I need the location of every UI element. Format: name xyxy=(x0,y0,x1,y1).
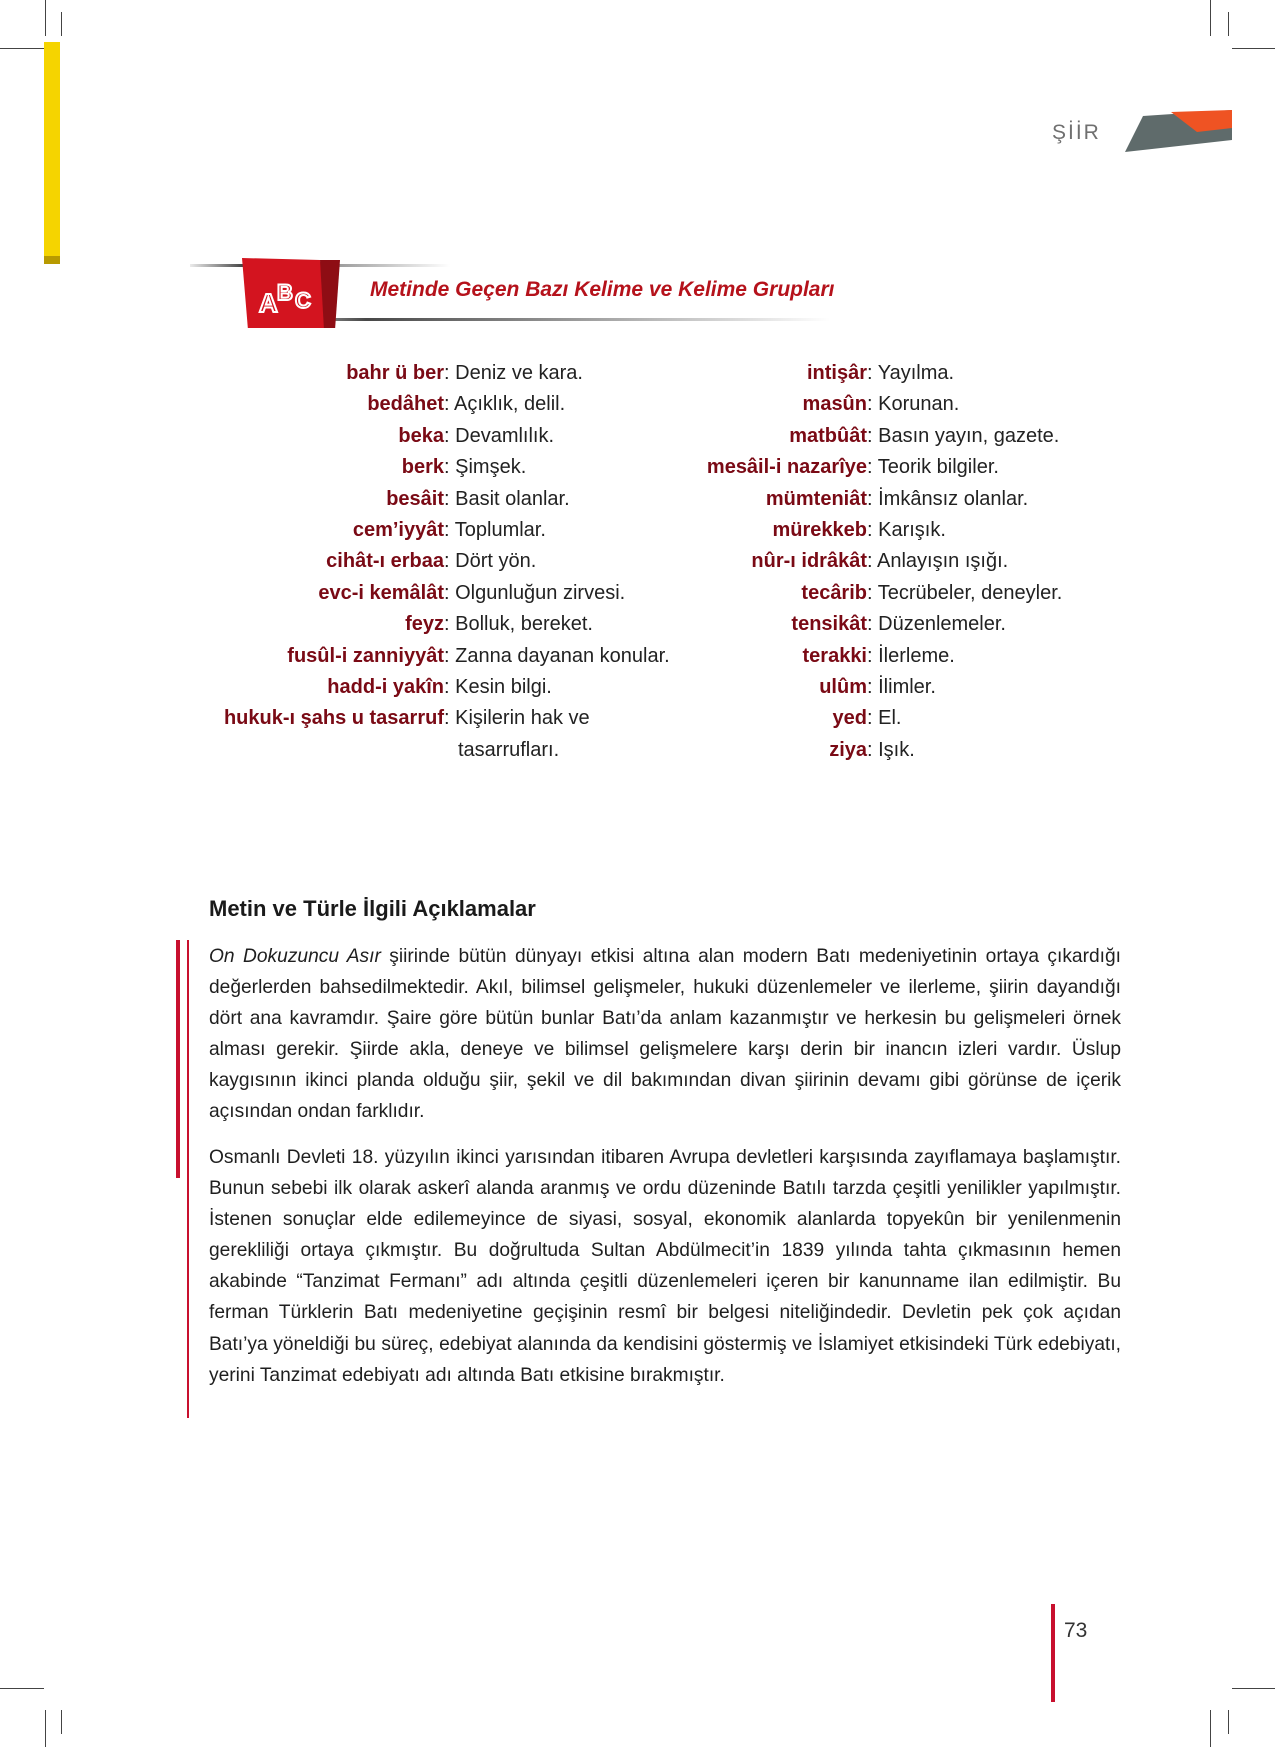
svg-text:B: B xyxy=(277,280,293,305)
vocab-def: : Toplumlar. xyxy=(444,519,546,541)
paragraph-2: Osmanlı Devleti 18. yüzyılın ikinci yarısından itibaren Avrupa devletleri karşısında zayıflamaya başlamıştır. Bunun sebebi ilk olarak askerî alanda aranmış ve ordu düzeninde Batılı tarzda çeşitli yenilikler yapılmıştır. İstenen sonuçlar elde edilemeyince de siyasi, sosyal, ekonomik alanlarda topyekûn bir yenilenmenin gerekliliği ortaya çıkmıştır. Bu doğrultuda Sultan Abdülmecit’in 1839 yılında tahta çıkmasının hemen akabinde “Tanzimat Fermanı” adı altında çeşitli düzenlemeleri içeren bir kanunname ilan edilmiştir. Bu ferman Türklerin Batı medeniyetine geçişinin resmî bir belgesi niteliğindedir. Devletin pek çok açıdan Batı’ya yöneldiği bu süreç, edebiyat alanında da kendisini göstermiş ve İslamiyet etkisindeki Türk edebiyatı, yerini Tanzimat edebiyatı adı altında Batı etkisine bırakmıştır. xyxy=(209,1147,1121,1386)
poem-title: On Dokuzuncu Asır xyxy=(209,946,381,967)
vocab-def: : Bolluk, bereket. xyxy=(444,613,593,636)
svg-text:C: C xyxy=(295,288,311,313)
vocab-term: beka xyxy=(398,424,444,447)
vocab-def: : Anlayışın ışığı. xyxy=(867,550,1009,573)
vocab-term: evc-i kemâlât xyxy=(318,581,444,604)
crop-mark xyxy=(61,1710,62,1734)
svg-text:A: A xyxy=(259,288,278,316)
vocab-def: : Basın yayın, gazete. xyxy=(867,424,1060,447)
crop-mark xyxy=(1210,0,1211,36)
section-label: ŞİİR xyxy=(1052,121,1101,144)
crop-mark xyxy=(45,1710,46,1747)
vocab-def: : Kişilerin hak ve xyxy=(444,707,590,730)
vocab-def: : Korunan. xyxy=(867,393,960,416)
vocab-def: : İlimler. xyxy=(867,676,936,698)
paragraph-1-text: şiirinde bütün dünyayı etkisi altına alan modern Batı medeniyetinin ortaya çıkardığı değerlerden bahsedilmektedir. Akıl, bilimsel gelişmeler, hukuki düzenlemeler ve ilerleme, şiirin dayandığı dört ana kavramdır. Şaire göre bütün bunlar Batı’da anlam kazanmıştır ve herkesin bu gelişmeleri örnek alması gerekir. Şiirde akla, deneye ve bilimsel gelişmelere karşı derin bir inancın izleri vardır. Üslup kaygısının ikinci planda olduğu şiir, şekil ve dil bakımından divan şiirinin devamı gibi görünse de içerik açısından ondan farklıdır. xyxy=(209,946,1121,1123)
vocab-def: : İlerleme. xyxy=(867,644,955,667)
yellow-margin-bar xyxy=(44,42,60,258)
crop-mark xyxy=(1228,1710,1229,1734)
vocab-term: nûr-ı idrâkât xyxy=(751,550,867,573)
vocab-def-continuation: tasarrufları. xyxy=(458,738,560,761)
vocab-def: : Devamlılık. xyxy=(444,424,555,447)
vocab-term: fusûl-i zanniyyât xyxy=(287,644,444,667)
vocab-term: matbûât xyxy=(789,424,867,447)
vocab-def: : Kesin bilgi. xyxy=(444,676,552,698)
vocab-def: : Tecrübeler, deneyler. xyxy=(867,581,1063,604)
page-number: 73 xyxy=(1064,1619,1088,1642)
vocab-def: : Dört yön. xyxy=(444,550,537,573)
vocab-term: bahr ü ber xyxy=(346,362,444,384)
vocab-def: : Yayılma. xyxy=(867,362,955,384)
vocab-def: : Düzenlemeler. xyxy=(867,613,1006,636)
vocab-term: hukuk-ı şahs u tasarruf xyxy=(223,707,444,730)
vocab-term: hadd-i yakîn xyxy=(327,676,444,698)
vocab-term: terakki xyxy=(802,644,867,667)
crop-mark xyxy=(1232,48,1275,49)
vocab-term: ulûm xyxy=(819,676,867,698)
vocab-term: intişâr xyxy=(806,362,867,384)
crop-mark xyxy=(61,12,62,36)
crop-mark xyxy=(1210,1710,1211,1747)
vocab-term: cem’iyyât xyxy=(352,519,444,541)
vocab-term: bedâhet xyxy=(367,393,444,416)
crop-mark xyxy=(45,0,46,36)
vocab-term: mürekkeb xyxy=(772,519,867,541)
vocab-term: yed xyxy=(832,707,867,730)
vocab-term: mümteniât xyxy=(765,487,867,510)
vocab-def: : Şimşek. xyxy=(444,456,527,479)
crop-mark xyxy=(1228,12,1229,36)
vocab-term: tensikât xyxy=(791,613,867,636)
crop-mark xyxy=(0,48,44,49)
vocab-def: : El. xyxy=(867,707,902,730)
margin-rule xyxy=(187,940,189,1418)
paragraph-1 xyxy=(209,941,1121,1128)
vocab-def: : Basit olanlar. xyxy=(444,487,570,510)
vocab-def: : İmkânsız olanlar. xyxy=(867,487,1029,510)
vocab-term: tecârib xyxy=(801,581,867,604)
vocab-def: : Karışık. xyxy=(867,519,946,541)
vocab-term: cihât-ı erbaa xyxy=(326,550,444,573)
vocab-term: ziya xyxy=(829,738,867,761)
vocab-term: masûn xyxy=(802,393,867,416)
yellow-margin-bar-end xyxy=(44,256,60,264)
vocab-def: : Teorik bilgiler. xyxy=(867,456,999,479)
vocab-def: : Deniz ve kara. xyxy=(444,362,583,384)
page-number-rule xyxy=(1051,1604,1055,1702)
vocab-def: : Olgunluğun zirvesi. xyxy=(444,581,626,604)
section-heading: Metin ve Türle İlgili Açıklamalar xyxy=(209,896,536,921)
vocab-term: feyz xyxy=(405,613,444,636)
vocab-term: berk xyxy=(401,456,444,479)
crop-mark xyxy=(0,1688,44,1689)
vocab-def: : Açıklık, delil. xyxy=(444,393,566,416)
vocab-title: Metinde Geçen Bazı Kelime ve Kelime Grupları xyxy=(370,278,835,301)
vocab-def: : Zanna dayanan konular. xyxy=(444,644,670,667)
vocab-def: : Işık. xyxy=(867,738,915,761)
abc-icon xyxy=(257,270,319,316)
margin-rule xyxy=(176,940,180,1178)
corner-decoration xyxy=(1125,110,1232,152)
vocab-term: besâit xyxy=(386,487,444,510)
vocab-term: mesâil-i nazarîye xyxy=(706,456,867,479)
crop-mark xyxy=(1232,1688,1275,1689)
